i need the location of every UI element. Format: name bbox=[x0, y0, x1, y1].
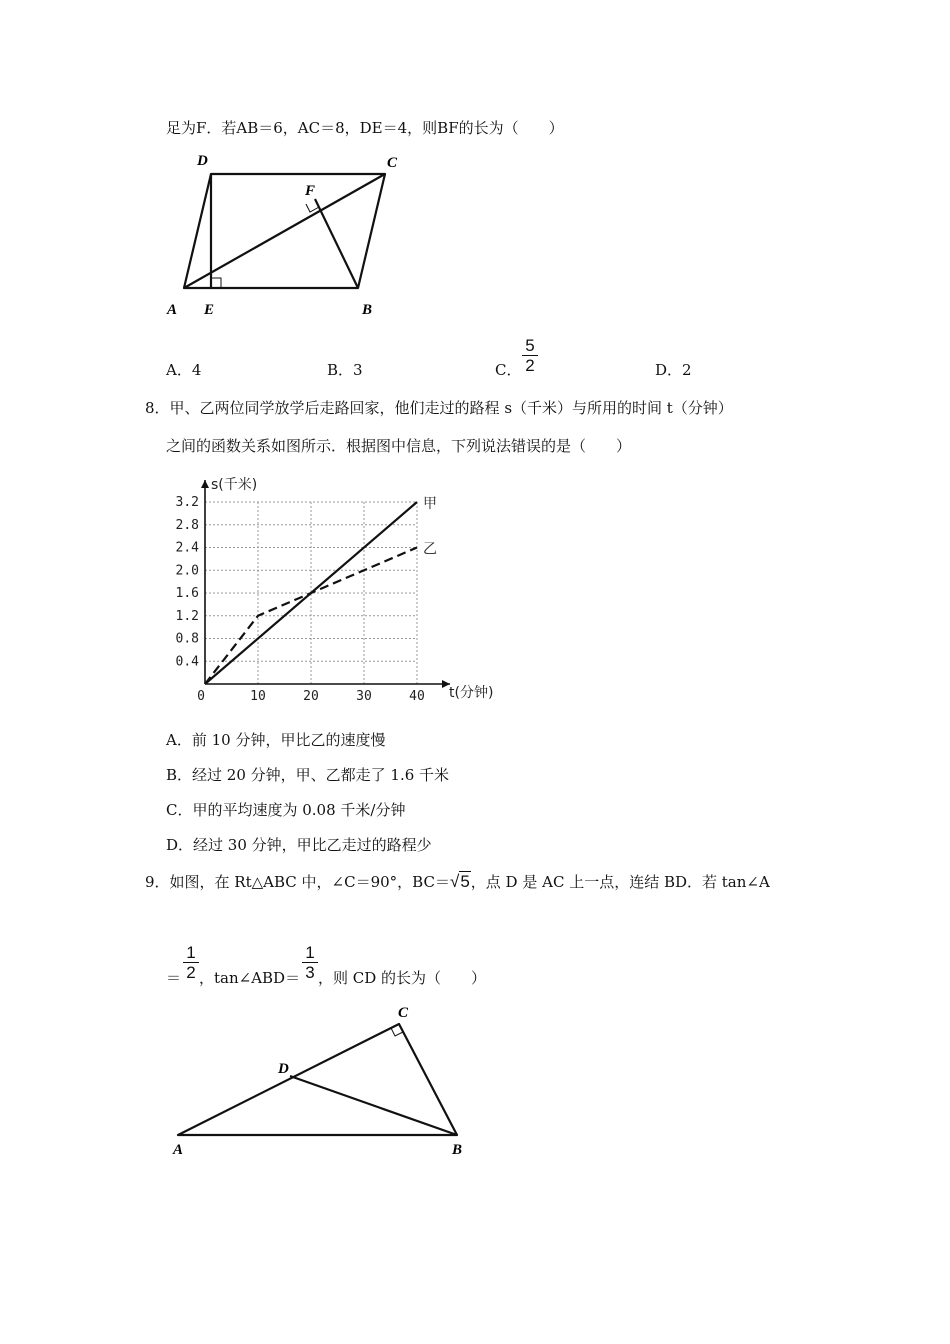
sqrt-five: √5 bbox=[449, 872, 470, 891]
x-tick-label: 10 bbox=[250, 689, 266, 704]
y-tick-label: 0.4 bbox=[175, 654, 199, 670]
x-tick-label: 40 bbox=[409, 689, 425, 704]
y-tick-label: 3.2 bbox=[175, 495, 199, 510]
label-b: B bbox=[452, 1142, 463, 1158]
q9-mid-text: ，tan∠ABD＝ bbox=[199, 969, 301, 987]
y-tick-label: 1.6 bbox=[175, 586, 199, 601]
y-axis-arrow bbox=[201, 480, 209, 488]
label-a: A bbox=[167, 302, 178, 318]
triangle-abc bbox=[178, 1024, 457, 1135]
fraction-numerator: 5 bbox=[525, 336, 535, 355]
q8-option-a: A．前 10 分钟，甲比乙的速度慢 bbox=[166, 731, 386, 749]
fraction-denominator: 2 bbox=[186, 963, 196, 982]
q7-option-a: A．4 bbox=[166, 361, 202, 379]
chart-labels bbox=[211, 476, 493, 701]
series-label-jia: 甲 bbox=[423, 496, 437, 512]
label-c: C bbox=[398, 1005, 409, 1021]
q9-triangle-figure bbox=[165, 1000, 475, 1165]
origin-label: 0 bbox=[197, 689, 205, 704]
q8-option-b: B．经过 20 分钟，甲、乙都走了 1.6 千米 bbox=[166, 766, 450, 784]
q8-stem-line2: 之间的函数关系如图所示．根据图中信息，下列说法错误的是（ ） bbox=[166, 437, 632, 455]
segment-bf bbox=[315, 199, 358, 288]
right-angle-mark-e bbox=[211, 278, 221, 288]
label-d: D bbox=[197, 153, 208, 169]
y-tick-label: 1.2 bbox=[175, 608, 199, 624]
q9-eq-sign: ＝ bbox=[166, 969, 182, 987]
label-a: A bbox=[173, 1142, 184, 1158]
q9-fraction-tan-a bbox=[183, 944, 199, 981]
q8-stem-line1: 8．甲、乙两位同学放学后走路回家，他们走过的路程 s（千米）与所用的时间 t（分钟） bbox=[145, 399, 733, 417]
q9-fraction-tan-abd bbox=[302, 944, 318, 981]
q8-option-d: D．经过 30 分钟，甲比乙走过的路程少 bbox=[166, 836, 432, 854]
label-f: F bbox=[305, 183, 316, 199]
fraction-numerator: 1 bbox=[305, 943, 315, 962]
x-tick-label: 20 bbox=[303, 689, 319, 704]
y-tick-label: 0.8 bbox=[175, 631, 199, 647]
distance-time-chart bbox=[160, 470, 510, 710]
q7-option-c: C． bbox=[495, 361, 522, 379]
label-e: E bbox=[204, 302, 215, 318]
fraction-numerator: 1 bbox=[186, 943, 196, 962]
q7-option-c-fraction bbox=[522, 337, 538, 374]
q9-tail-text: ，则 CD 的长为（ ） bbox=[318, 969, 487, 987]
x-tick-label: 30 bbox=[356, 689, 372, 704]
y-tick-label: 2.8 bbox=[175, 517, 199, 533]
fraction-denominator: 3 bbox=[305, 963, 315, 982]
q9-stem-line1: 9．如图，在 Rt△ABC 中，∠C＝90°，BC＝√5，点 D 是 AC 上一点，连结 BD．若 tan∠A bbox=[145, 872, 770, 891]
q8-option-c: C．甲的平均速度为 0.08 千米/分钟 bbox=[166, 801, 406, 819]
x-axis-label: t(分钟) bbox=[449, 685, 494, 701]
label-d: D bbox=[278, 1061, 289, 1077]
q7-option-b: B．3 bbox=[327, 361, 363, 379]
fraction-denominator: 2 bbox=[525, 356, 535, 375]
series-label-yi: 乙 bbox=[423, 541, 437, 558]
label-c: C bbox=[387, 155, 398, 171]
q7-parallelogram-figure bbox=[160, 148, 420, 323]
q7-option-d: D．2 bbox=[655, 361, 692, 379]
y-axis-label: s(千米) bbox=[211, 477, 258, 493]
q7-stem: 足为F．若AB＝6，AC＝8，DE＝4，则BF的长为（ ） bbox=[166, 119, 564, 137]
y-tick-label: 2.4 bbox=[175, 540, 199, 556]
diagonal-ac bbox=[184, 174, 385, 288]
label-b: B bbox=[362, 302, 373, 318]
y-tick-label: 2.0 bbox=[175, 563, 199, 579]
